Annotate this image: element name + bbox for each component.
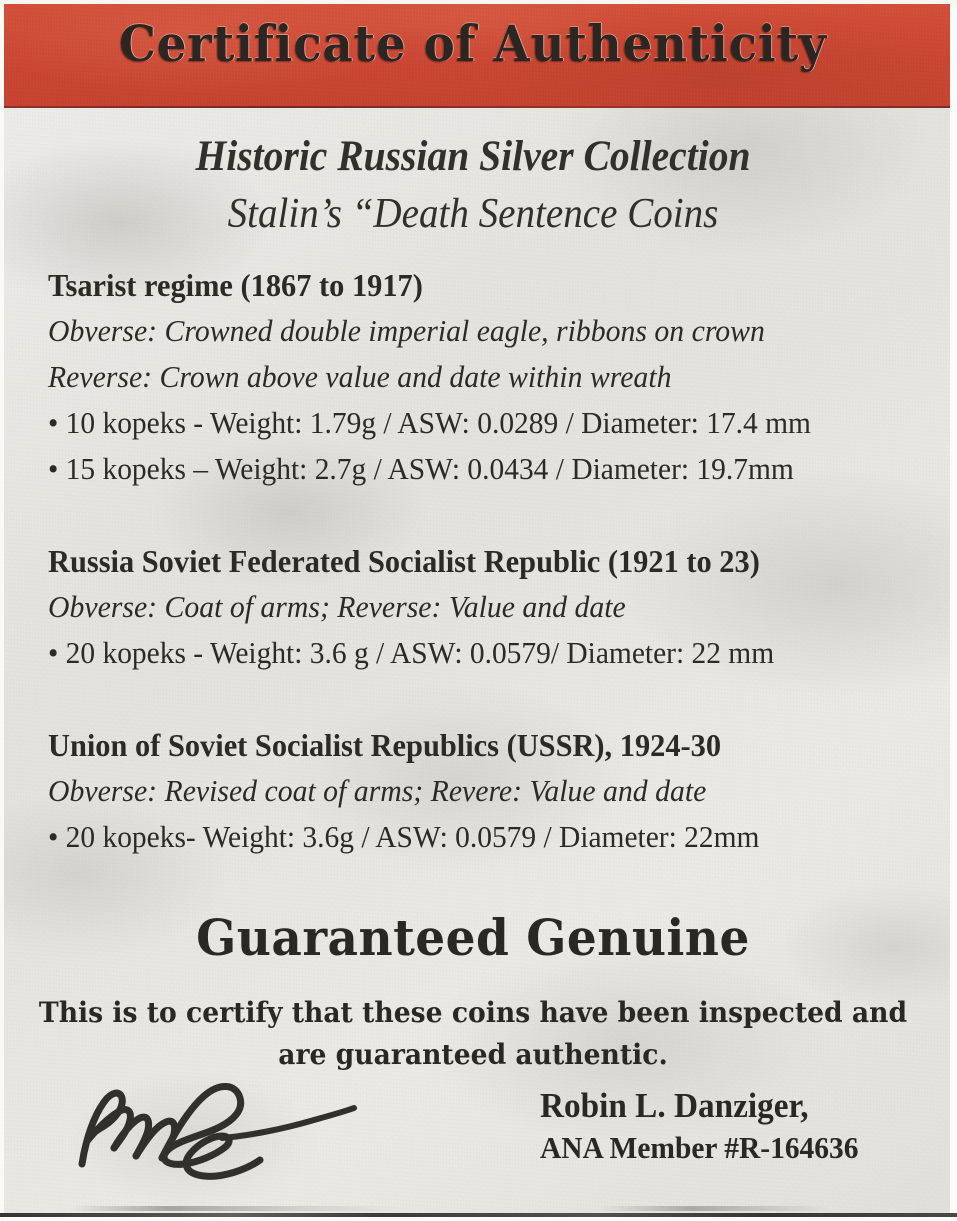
certificate-title: Certificate of Authenticity (118, 14, 828, 73)
coin-details-body (48, 262, 908, 860)
section-description: Reverse: Crown above value and date within wreath (48, 359, 672, 394)
scan-edge-left (0, 0, 4, 1221)
section-heading: Russia Soviet Federated Socialist Republic (1921 to 23) (48, 543, 760, 579)
scan-edge-bottom (0, 1213, 957, 1217)
banner-bottom-edge (4, 106, 950, 108)
certification-text-line-1: This is to certify that these coins have been inspected and (38, 996, 908, 1029)
section-description: Obverse: Crowned double imperial eagle, ribbons on crown (48, 313, 765, 348)
signer-ana-membership: ANA Member #R-164636 (540, 1130, 859, 1165)
certification-text-line-2: are guaranteed authentic. (278, 1038, 668, 1071)
scan-artifact (70, 1206, 400, 1211)
coin-spec-line: • 15 kopeks – Weight: 2.7g / ASW: 0.0434 / Diameter: 19.7mm (48, 451, 794, 486)
coin-spec-line: • 20 kopeks- Weight: 3.6g / ASW: 0.0579 / Diameter: 22mm (48, 819, 760, 854)
coin-spec-line: • 20 kopeks - Weight: 3.6 g / ASW: 0.0579/ Diameter: 22 mm (48, 635, 775, 670)
collection-title: Historic Russian Silver Collection (195, 133, 751, 180)
coin-spec-line: • 10 kopeks - Weight: 1.79g / ASW: 0.0289 / Diameter: 17.4 mm (48, 405, 811, 440)
section-tsarist (48, 262, 908, 492)
scan-edge-top (0, 0, 957, 4)
signature-mark-icon (70, 1078, 390, 1188)
section-rsfsr (48, 538, 908, 676)
section-description: Obverse: Coat of arms; Reverse: Value and date (48, 589, 626, 624)
section-description: Obverse: Revised coat of arms; Revere: Value and date (48, 773, 707, 808)
signer-block (540, 1085, 910, 1169)
scan-edge-right (950, 0, 957, 1221)
section-heading: Tsarist regime (1867 to 1917) (48, 267, 423, 303)
section-ussr (48, 722, 908, 860)
signer-name: Robin L. Danziger, (540, 1086, 809, 1125)
collection-subtitle: Stalin’s “Death Sentence Coins (227, 191, 719, 237)
section-divider-space (48, 492, 908, 538)
guaranteed-genuine-headline: Guaranteed Genuine (196, 908, 750, 967)
section-heading: Union of Soviet Socialist Republics (USSR), 1924-30 (48, 727, 722, 763)
handwritten-signature (70, 1078, 390, 1188)
section-divider-space (48, 676, 908, 722)
scan-artifact (600, 1206, 830, 1211)
